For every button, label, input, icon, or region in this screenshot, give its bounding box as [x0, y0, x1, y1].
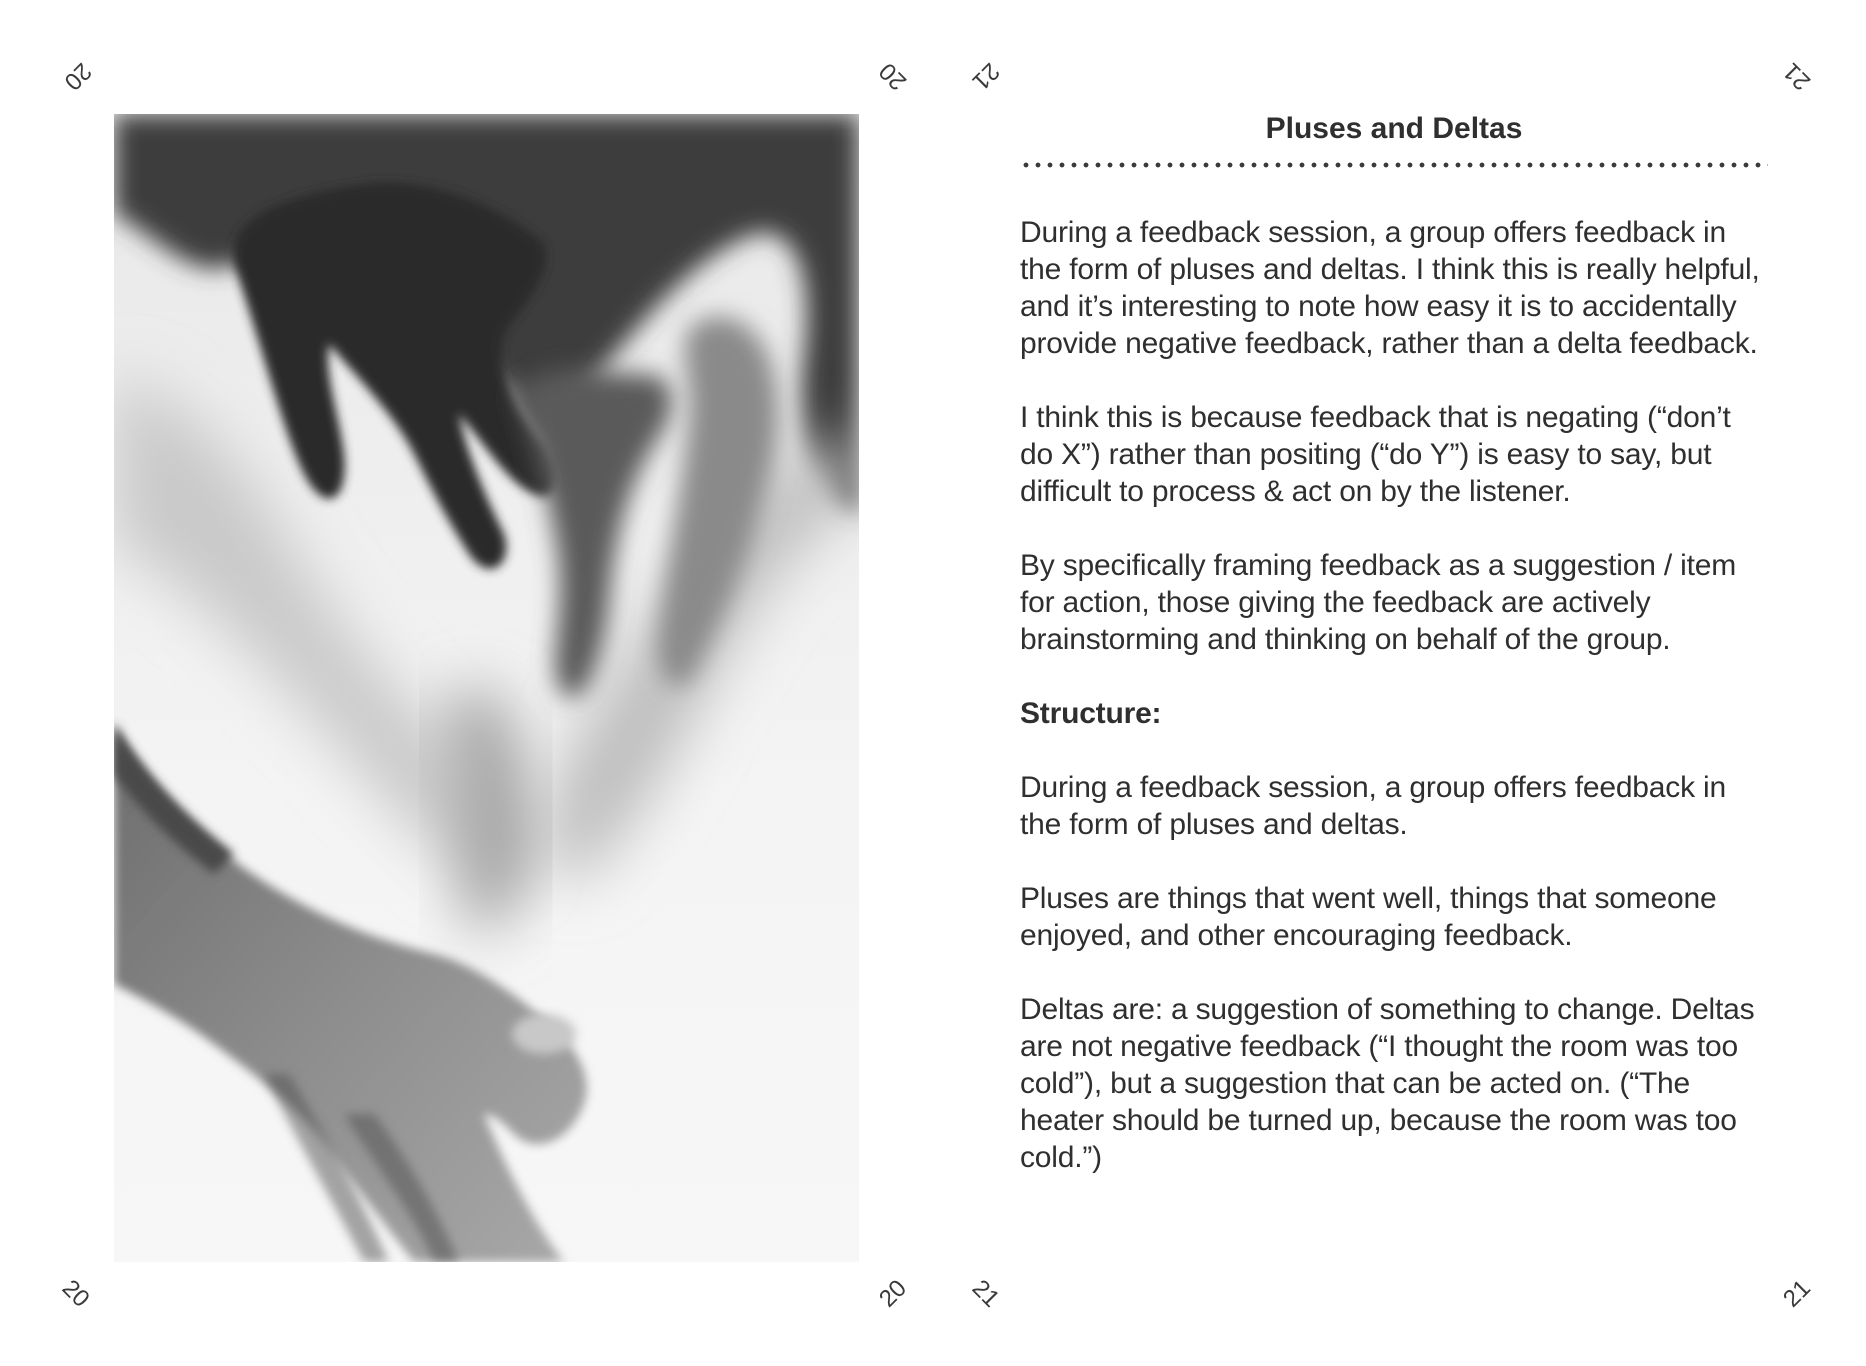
- page-number-top-left: 20: [58, 57, 97, 96]
- page-number-bottom-left: 20: [56, 1274, 95, 1313]
- article-paragraph-2: I think this is because feedback that is negating (“don’t do X”) rather than positing (“do Y”) is easy to say, but difficult to process & act on by the listener.: [1020, 401, 1731, 508]
- page-number-top-right-left-page: 20: [874, 57, 912, 96]
- structure-heading: Structure:: [1020, 697, 1162, 730]
- page-number-top-left-right-page: 21: [966, 57, 1005, 96]
- page-number-top-right: 21: [1778, 57, 1816, 96]
- article: [1020, 108, 1768, 1176]
- page-number-bottom-right-left-page: 20: [874, 1274, 912, 1313]
- page-number-bottom-right: 21: [1778, 1274, 1816, 1313]
- article-title: Pluses and Deltas: [1265, 112, 1523, 145]
- structure-paragraph-3: Deltas are: a suggestion of something to change. Deltas are not negative feedback (“I thought the room was too cold”), but a suggestion that can be acted on. (“The heater should be turned up, because the room was too cold.”): [1020, 993, 1755, 1174]
- hands-photo-icon: [114, 114, 859, 1262]
- page-number-bottom-left-right-page: 21: [966, 1274, 1005, 1313]
- hands-photo: [114, 114, 859, 1262]
- dotted-divider: [1020, 162, 1768, 168]
- structure-paragraph-2: Pluses are things that went well, things that someone enjoyed, and other encouraging feedback.: [1020, 882, 1717, 952]
- article-paragraph-3: By specifically framing feedback as a suggestion / item for action, those giving the feedback are actively brainstorming and thinking on behalf of the group.: [1020, 549, 1737, 656]
- article-paragraph-1: During a feedback session, a group offers feedback in the form of pluses and deltas. I think this is really helpful, and it’s interesting to note how easy it is to accidentally provide negative feedback, rather than a delta feedback.: [1020, 216, 1760, 360]
- structure-paragraph-1: During a feedback session, a group offers feedback in the form of pluses and deltas.: [1020, 771, 1726, 841]
